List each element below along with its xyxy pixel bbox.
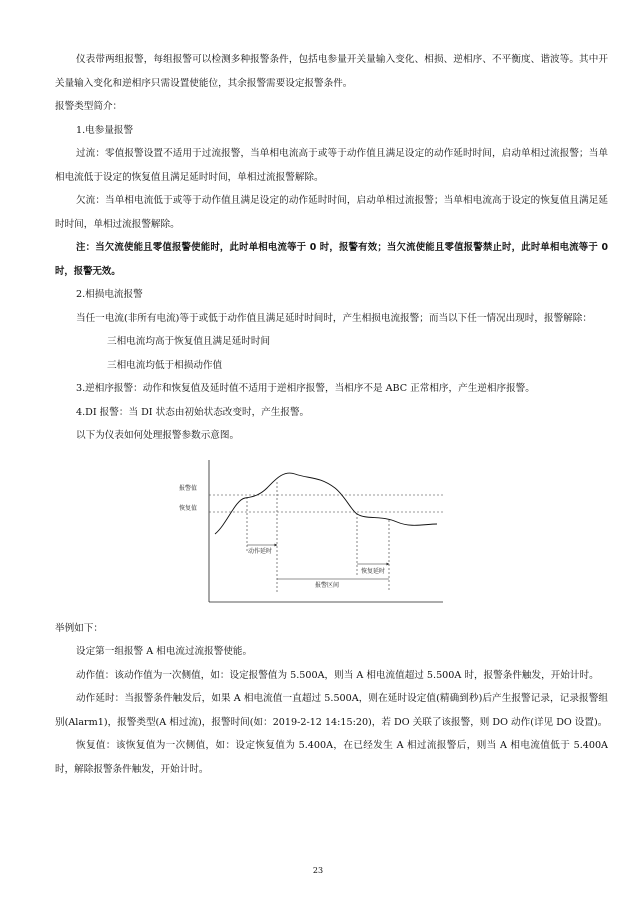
example-paragraph-1: 设定第一组报警 A 相电流过流报警使能。 bbox=[76, 646, 253, 657]
page-content bbox=[55, 48, 608, 781]
action-delay-label: 动作延时 bbox=[248, 547, 273, 555]
alarm-interval-label: 报警区间 bbox=[315, 581, 340, 589]
note-paragraph: 注：当欠流使能且零值报警使能时，此时单相电流等于 0 时，报警有效；当欠流使能且零值报警禁止时，此时单相电流等于 0 时，报警无效。 bbox=[55, 242, 608, 277]
alarm-types-heading: 报警类型简介： bbox=[55, 101, 123, 112]
alarm-parameter-diagram bbox=[55, 452, 608, 614]
page-number: 23 bbox=[312, 866, 324, 875]
phase-loss-paragraph: 当任一电流(非所有电流)等于或低于动作值且满足延时时间时，产生相损电流报警；而当以下任一情况出现时，报警解除： bbox=[76, 312, 592, 324]
release-condition-2: 三相电流均低于相损动作值 bbox=[107, 359, 223, 371]
section-1-title: 1.电参量报警 bbox=[76, 124, 134, 136]
release-condition-1: 三相电流均高于恢复值且满足延时时间 bbox=[107, 336, 271, 347]
overcurrent-paragraph: 过流：零值报警设置不适用于过流报警，当单相电流高于或等于动作值且满足设定的动作延时时间，启动单相过流报警；当单相电流低于设定的恢复值且满足延时时间，单相过流报警解除。 bbox=[55, 148, 608, 183]
example-paragraph-3: 动作延时：当报警条件触发后，如果 A 相电流值一直超过 5.500A，则在延时设定值(精确到秒)后产生报警记录，记录报警组别(Alarm1)，报警类型(A 相过流)，报警时间(如：2019-2-12 14:15:20)，若 DO 关联了该报警，则 DO 动作(详见 DO 设置)。 bbox=[55, 693, 608, 728]
section-3-paragraph: 3.逆相序报警：动作和恢复值及延时值不适用于逆相序报警，当相序不是 ABC 正常相序，产生逆相序报警。 bbox=[76, 383, 535, 394]
alarm-diagram-svg bbox=[179, 452, 495, 614]
example-heading: 举例如下： bbox=[55, 622, 103, 634]
current-waveform bbox=[215, 473, 437, 534]
intro-paragraph: 仪表带两组报警，每组报警可以检测多种报警条件，包括电参量开关量输入变化、相损、逆相序、不平衡度、谐波等。其中开关量输入变化和逆相序只需设置使能位，其余报警需要设定报警条件。 bbox=[55, 54, 608, 89]
section-4-paragraph: 4.DI 报警：当 DI 状态由初始状态改变时，产生报警。 bbox=[76, 406, 310, 418]
section-2-title: 2.相损电流报警 bbox=[76, 289, 143, 300]
recovery-value-label: 恢复值 bbox=[179, 504, 198, 512]
example-paragraph-4: 恢复值：该恢复值为一次侧值，如：设定恢复值为 5.400A，在已经发生 A 相过流报警后，则当 A 相电流值低于 5.400A 时，解除报警条件触发，开始计时。 bbox=[55, 740, 608, 775]
recovery-delay-label: 恢复延时 bbox=[361, 567, 386, 575]
example-paragraph-2: 动作值：该动作值为一次侧值，如：设定报警值为 5.500A，则当 A 相电流值超过 5.500A 时，报警条件触发，开始计时。 bbox=[76, 669, 599, 681]
diagram-intro: 以下为仪表如何处理报警参数示意图。 bbox=[76, 430, 240, 441]
alarm-value-label: 报警值 bbox=[179, 484, 198, 492]
undercurrent-paragraph: 欠流：当单相电流低于或等于动作值且满足设定的动作延时时间，启动单相过流报警；当单相电流高于设定的恢复值且满足延时时间，单相过流报警解除。 bbox=[55, 195, 608, 230]
